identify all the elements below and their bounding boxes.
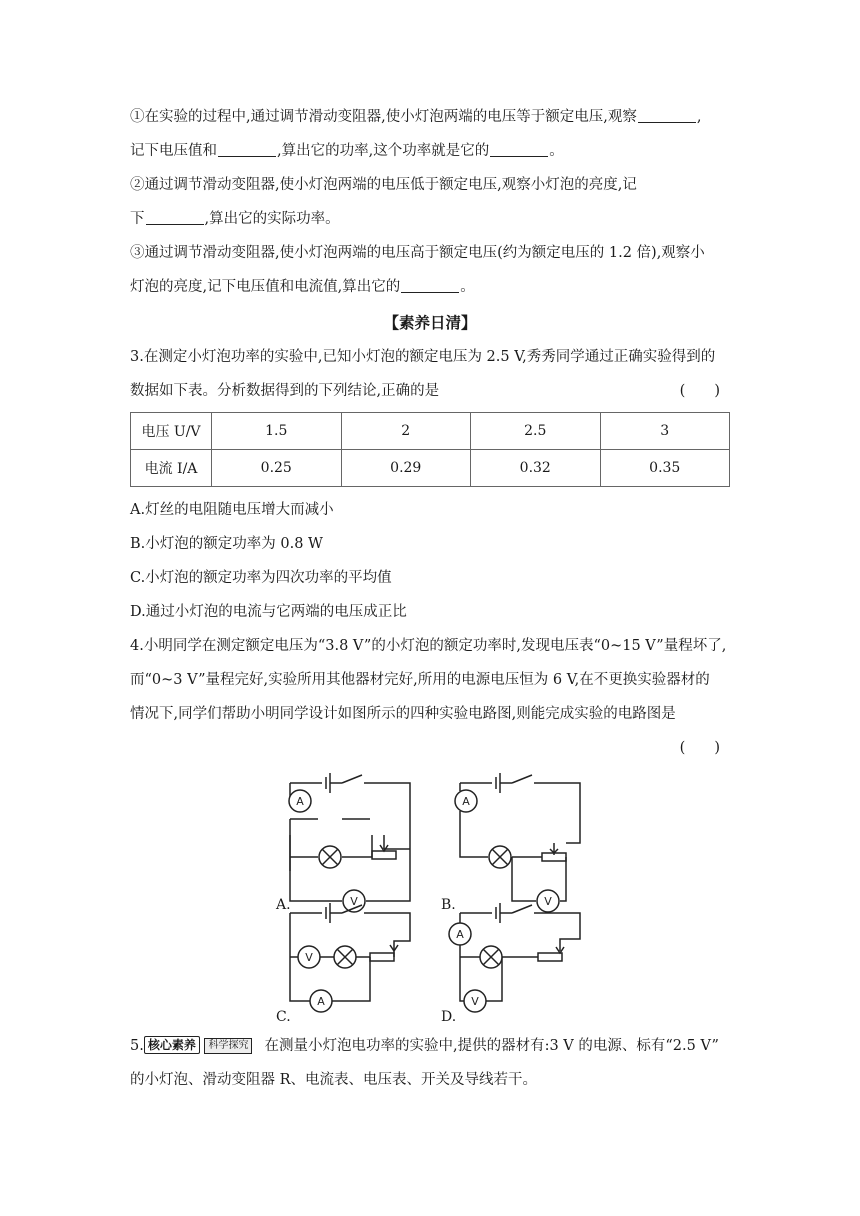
q5-line1 bbox=[130, 1029, 730, 1063]
q4-line3 bbox=[130, 697, 730, 731]
answer-blank[interactable] bbox=[146, 210, 204, 225]
text: ③通过调节滑动变阻器,使小灯泡两端的电压高于额定电压(约为额定电压的 1.2 倍),观察小 bbox=[130, 245, 705, 261]
text: 灯泡的亮度,记下电压值和电流值,算出它的 bbox=[130, 279, 401, 295]
text: 4.小明同学在测定额定电压为“3.8 V”的小灯泡的额定功率时,发现电压表“0~15 V”量程坏了, bbox=[130, 638, 727, 654]
row-header-current: 电流 I/A bbox=[131, 450, 212, 487]
figure-label-c: C. bbox=[276, 1009, 291, 1025]
q5-line2 bbox=[130, 1063, 730, 1097]
core-literacy-badge: 核心素养 bbox=[144, 1036, 200, 1054]
q3-option-d[interactable]: D.通过小灯泡的电流与它两端的电压成正比 bbox=[130, 604, 407, 620]
table-cell: 3 bbox=[600, 413, 730, 450]
text: 下 bbox=[130, 211, 145, 227]
table-cell: 0.25 bbox=[212, 450, 342, 487]
q3-line2 bbox=[130, 374, 730, 408]
text: 。 bbox=[460, 279, 475, 295]
q3-line1 bbox=[130, 340, 730, 374]
meter-letter: A bbox=[456, 928, 464, 941]
worksheet-page bbox=[130, 100, 730, 1097]
circuit-b-wires bbox=[460, 773, 580, 857]
meter-letter: A bbox=[296, 795, 304, 808]
q4-line1 bbox=[130, 629, 730, 663]
text: ,算出它的实际功率。 bbox=[204, 211, 340, 227]
answer-blank[interactable] bbox=[490, 142, 548, 157]
question-number: 5. bbox=[130, 1038, 144, 1054]
table-row bbox=[131, 450, 730, 487]
circuit-diagrams bbox=[130, 765, 730, 1025]
text: 。 bbox=[549, 143, 564, 159]
q3-option-a[interactable]: A.灯丝的电阻随电压增大而减小 bbox=[130, 502, 334, 518]
circuit-d-wires bbox=[460, 903, 580, 1001]
meter-letter: A bbox=[462, 795, 470, 808]
meter-letter: V bbox=[305, 951, 313, 964]
text: ①在实验的过程中,通过调节滑动变阻器,使小灯泡两端的电压等于额定电压,观察 bbox=[130, 109, 637, 125]
text: ,算出它的功率,这个功率就是它的 bbox=[277, 143, 490, 159]
circuit-a-wires bbox=[290, 773, 410, 901]
section-title: 【素养日清】 bbox=[383, 313, 477, 332]
text: 的小灯泡、滑动变阻器 R、电流表、电压表、开关及导线若干。 bbox=[130, 1072, 538, 1088]
step3-line1 bbox=[130, 236, 730, 270]
answer-blank[interactable] bbox=[218, 142, 276, 157]
data-table bbox=[130, 412, 730, 487]
step1-line2 bbox=[130, 134, 730, 168]
text: 而“0~3 V”量程完好,实验所用其他器材完好,所用的电源电压恒为 6 V,在不更换实验器材的 bbox=[130, 672, 710, 688]
answer-parenthesis[interactable]: ( ) bbox=[679, 740, 720, 756]
text: 数据如下表。分析数据得到的下列结论,正确的是 bbox=[130, 383, 440, 399]
table-cell: 1.5 bbox=[212, 413, 342, 450]
table-cell: 0.32 bbox=[471, 450, 601, 487]
table-cell: 0.35 bbox=[600, 450, 730, 487]
table-cell: 2.5 bbox=[471, 413, 601, 450]
text: ②通过调节滑动变阻器,使小灯泡两端的电压低于额定电压,观察小灯泡的亮度,记 bbox=[130, 177, 637, 193]
q4-line2 bbox=[130, 663, 730, 697]
text: 在测量小灯泡电功率的实验中,提供的器材有:3 V 的电源、标有“2.5 V” bbox=[264, 1038, 719, 1054]
text: 3.在测定小灯泡功率的实验中,已知小灯泡的额定电压为 2.5 V,秀秀同学通过正确实验得到的 bbox=[130, 349, 716, 365]
answer-blank[interactable] bbox=[401, 278, 459, 293]
meter-letter: V bbox=[471, 995, 479, 1008]
step2-line1 bbox=[130, 168, 730, 202]
q3-option-c[interactable]: C.小灯泡的额定功率为四次功率的平均值 bbox=[130, 570, 392, 586]
figure-label-d: D. bbox=[441, 1009, 457, 1025]
q4-paren-line bbox=[130, 731, 730, 765]
circuit-b bbox=[455, 773, 580, 912]
circuit-d bbox=[449, 903, 580, 1012]
meter-letter: V bbox=[544, 895, 552, 908]
table-cell: 2 bbox=[341, 413, 471, 450]
answer-parenthesis[interactable]: ( ) bbox=[679, 383, 720, 399]
step3-line2 bbox=[130, 270, 730, 304]
rheostat-icon bbox=[538, 953, 562, 961]
meter-letter: A bbox=[317, 995, 325, 1008]
table-row bbox=[131, 413, 730, 450]
text: , bbox=[696, 109, 702, 125]
figure-label-a: A. bbox=[276, 897, 291, 913]
text: 情况下,同学们帮助小明同学设计如图所示的四种实验电路图,则能完成实验的电路图是 bbox=[130, 706, 676, 722]
table-cell: 0.29 bbox=[341, 450, 471, 487]
meter-letter: V bbox=[350, 895, 358, 908]
step1-line1 bbox=[130, 100, 730, 134]
rheostat-icon bbox=[370, 953, 394, 961]
figure-label-b: B. bbox=[441, 897, 456, 913]
q3-option-b[interactable]: B.小灯泡的额定功率为 0.8 W bbox=[130, 536, 323, 552]
row-header-voltage: 电压 U/V bbox=[131, 413, 212, 450]
answer-blank[interactable] bbox=[638, 108, 696, 123]
circuit-a bbox=[289, 773, 410, 912]
science-inquiry-badge: 科学探究 bbox=[204, 1038, 252, 1054]
circuit-svg bbox=[130, 765, 730, 1025]
step2-line2 bbox=[130, 202, 730, 236]
text: 记下电压值和 bbox=[130, 143, 217, 159]
